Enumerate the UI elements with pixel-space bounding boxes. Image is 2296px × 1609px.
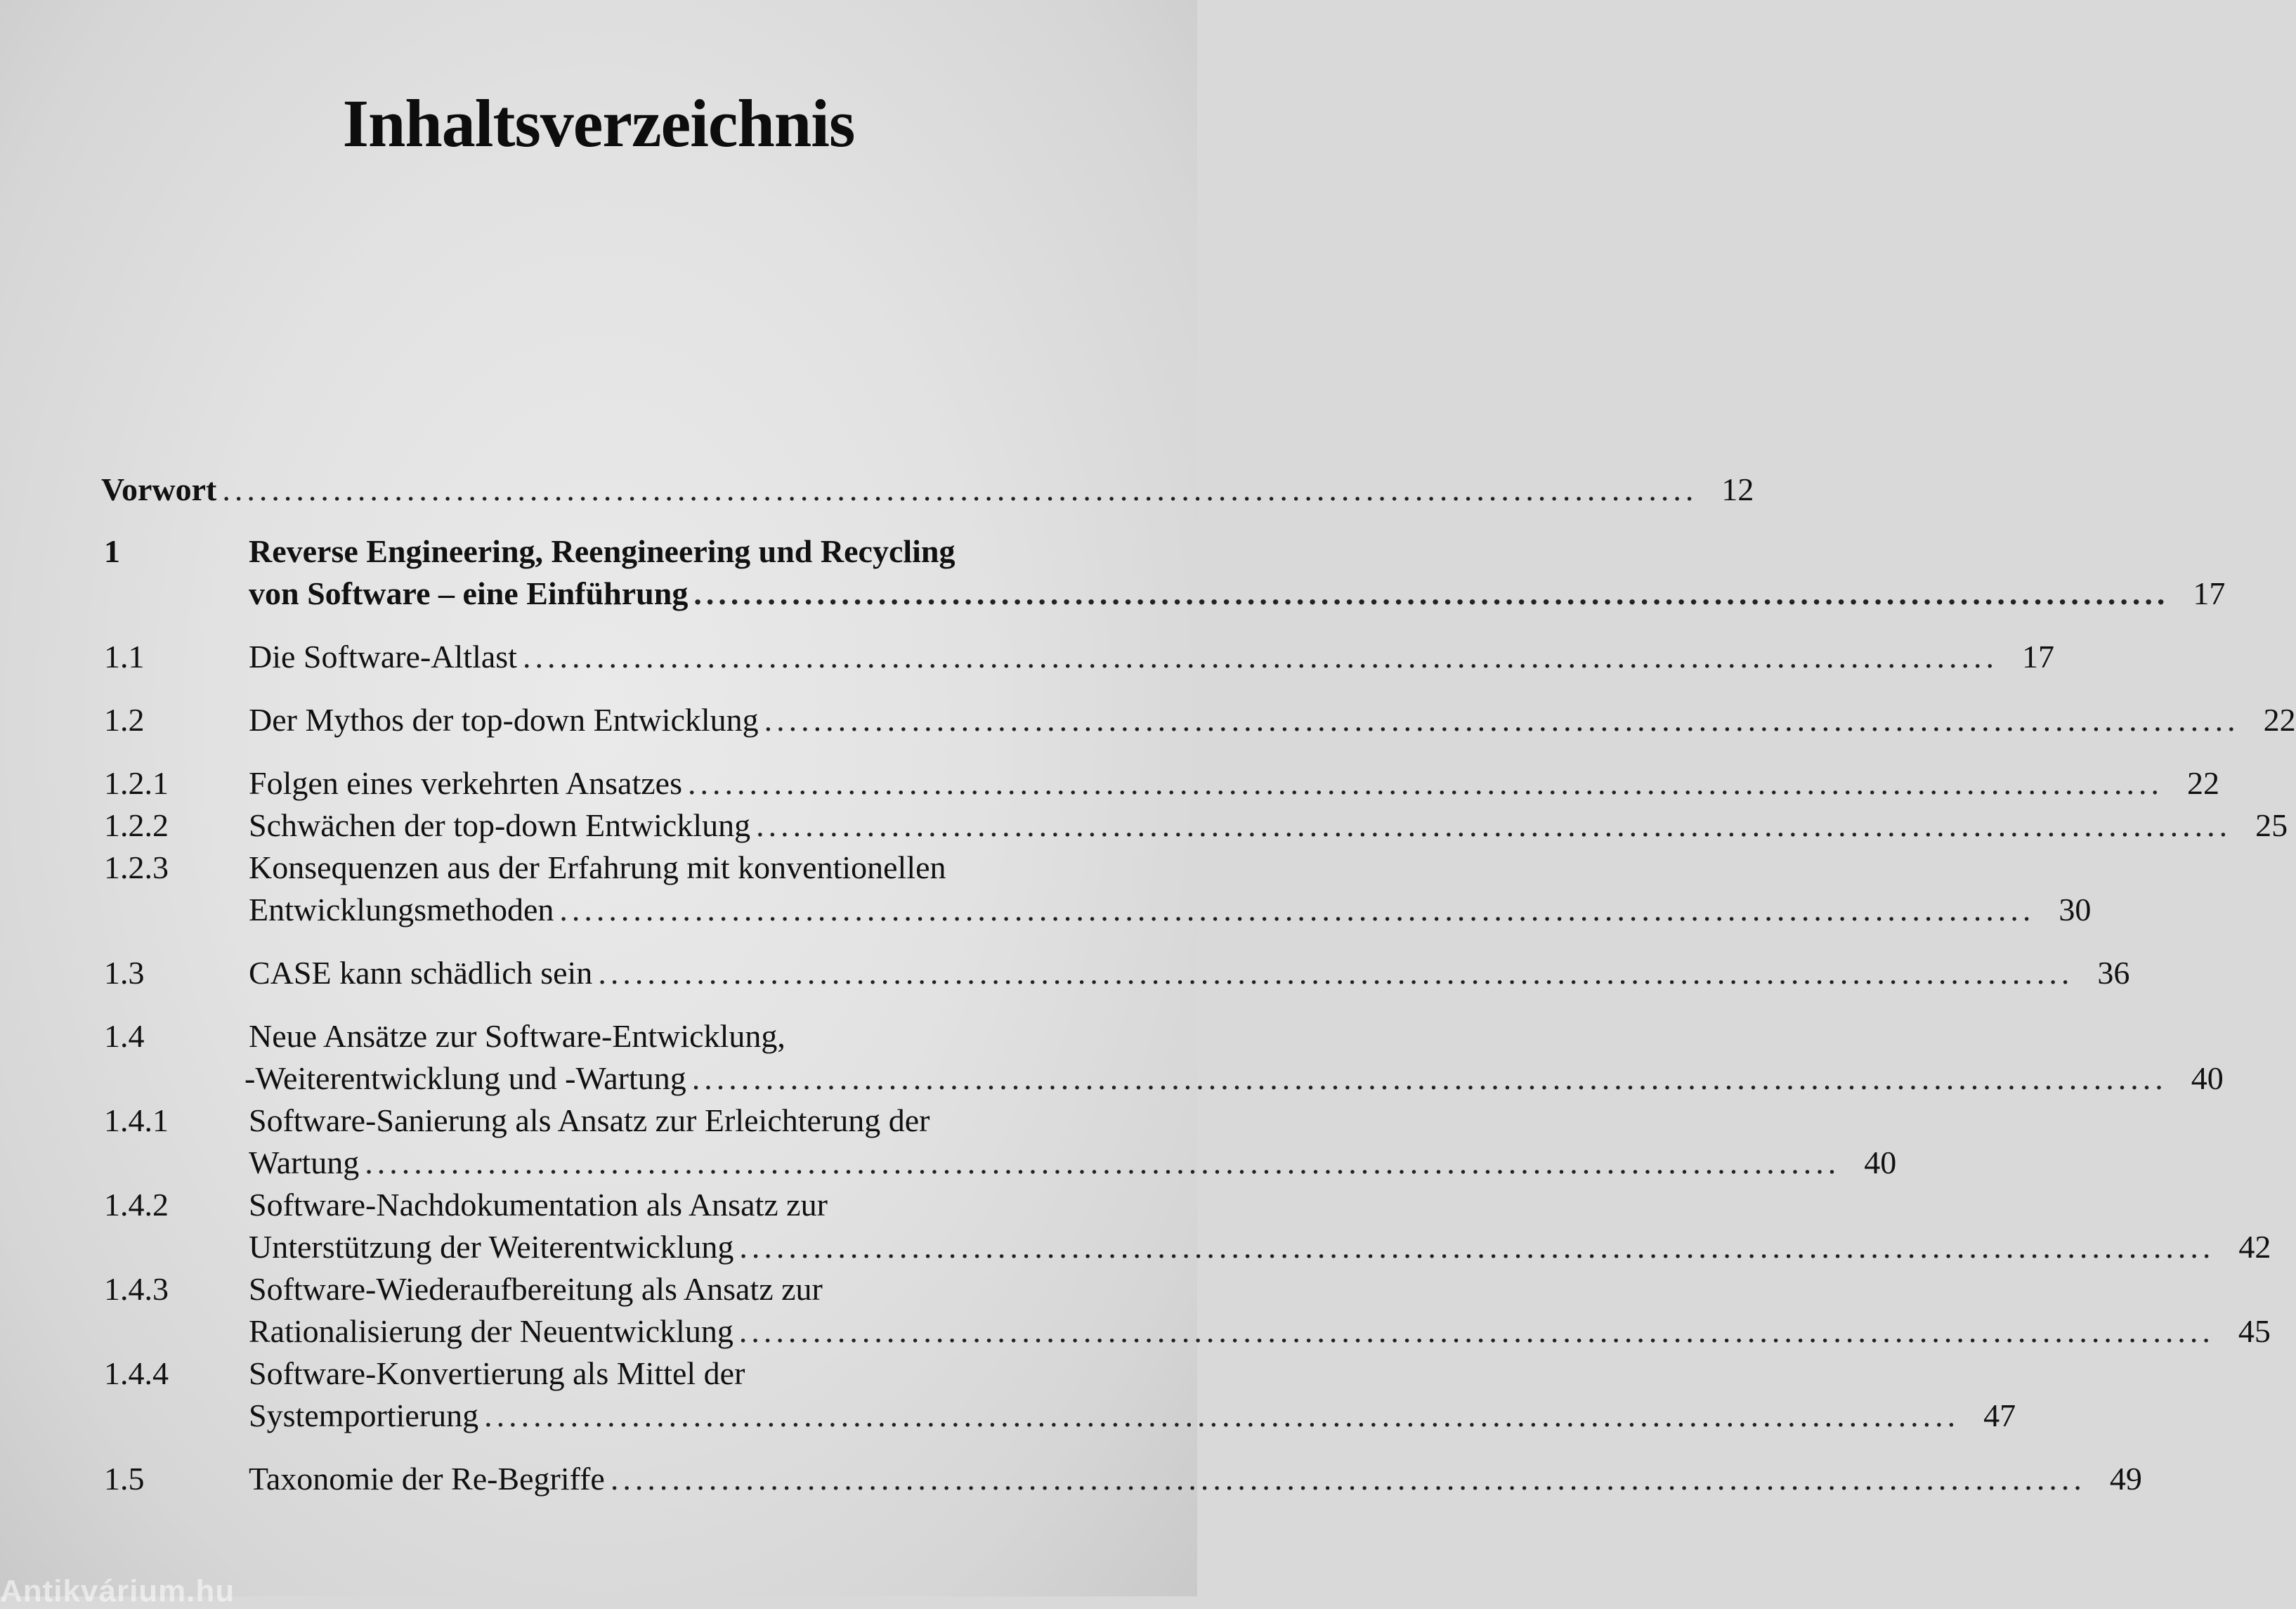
entry-number: 1.2.2 xyxy=(104,807,169,843)
entry-label-line1: Neue Ansätze zur Software-Entwicklung, xyxy=(249,1018,785,1054)
leader-dots: ........................................................................................................................ xyxy=(764,702,2240,738)
entry-label-line2: Rationalisierung der Neuentwicklung xyxy=(249,1313,733,1349)
entry-number: 1 xyxy=(104,533,120,569)
entry-label-line2: -Weiterentwicklung und -Wartung xyxy=(244,1060,686,1096)
entry-number: 1.4.4 xyxy=(104,1355,169,1391)
entry-number: 1.4.3 xyxy=(104,1271,169,1307)
entry-label-line1: Software-Konvertierung als Mittel der xyxy=(249,1355,745,1391)
entry-label: Schwächen der top-down Entwicklung xyxy=(249,807,751,843)
leader-dots: ........................................................................................................................ xyxy=(693,575,2170,611)
entry-number: 1.4.2 xyxy=(104,1187,169,1223)
leader-dots: ........................................................................................................................ xyxy=(610,1461,2086,1497)
leader-dots: ........................................................................................................................ xyxy=(739,1229,2215,1265)
page-number: 45 xyxy=(2238,1313,2271,1349)
entry-label-line1: Reverse Engineering, Reengineering und Recycling xyxy=(249,533,955,569)
entry-label: Vorwort xyxy=(101,471,217,507)
entry-number: 1.4 xyxy=(104,1018,145,1054)
entry-label: Die Software-Altlast xyxy=(249,639,517,675)
leader-dots: ........................................................................................................................ xyxy=(365,1145,1841,1180)
entry-number: 1.2 xyxy=(104,702,145,738)
page-number: 36 xyxy=(2097,955,2130,991)
entry-number: 1.2.3 xyxy=(104,849,169,885)
leader-dots: ........................................................................................................................ xyxy=(756,807,2232,843)
leader-dots: ........................................................................................................................ xyxy=(559,892,2035,927)
page-number: 47 xyxy=(1983,1398,2016,1433)
entry-label-line1: Software-Sanierung als Ansatz zur Erleichterung der xyxy=(249,1102,930,1138)
page-title: Inhaltsverzeichnis xyxy=(342,86,855,161)
entry-number: 1.1 xyxy=(104,639,145,675)
watermark: Antikvárium.hu xyxy=(0,1574,235,1608)
page-number: 25 xyxy=(2255,807,2288,843)
entry-label: Taxonomie der Re-Begriffe xyxy=(249,1461,605,1497)
entry-line-1 xyxy=(249,533,1036,575)
entry-number: 1.3 xyxy=(104,955,145,991)
leader-dots: ........................................................................................................................ xyxy=(598,955,2074,991)
entry-label-line2: Systemportierung xyxy=(249,1398,479,1433)
page-number: 17 xyxy=(2193,575,2226,611)
page-number: 30 xyxy=(2059,892,2092,927)
page-number: 40 xyxy=(1864,1145,1897,1180)
entry-label: Folgen eines verkehrten Ansatzes xyxy=(249,765,682,801)
page-number: 22 xyxy=(2186,765,2219,801)
entry-label-line2: von Software – eine Einführung xyxy=(249,575,689,611)
page-number: 17 xyxy=(2021,639,2054,675)
entry-number: 1.5 xyxy=(104,1461,145,1497)
page-number: 49 xyxy=(2109,1461,2142,1497)
entry-label: CASE kann schädlich sein xyxy=(249,955,593,991)
entry-label: Der Mythos der top-down Entwicklung xyxy=(249,702,759,738)
page-number: 40 xyxy=(2191,1060,2224,1096)
entry-label-line1: Konsequenzen aus der Erfahrung mit konventionellen xyxy=(249,849,946,885)
page-number: 42 xyxy=(2238,1229,2271,1265)
entry-label-line2: Unterstützung der Weiterentwicklung xyxy=(249,1229,734,1265)
entry-label-line2: Entwicklungsmethoden xyxy=(249,892,554,927)
leader-dots: ........................................................................................................................ xyxy=(484,1398,1960,1433)
page-number: 12 xyxy=(1721,471,1754,507)
leader-dots: ........................................................................................................................ xyxy=(687,765,2163,801)
entry-label-line2: Wartung xyxy=(249,1145,360,1180)
entry-label-line1: Software-Nachdokumentation als Ansatz zur xyxy=(249,1187,828,1223)
leader-dots: ........................................................................................................................ xyxy=(738,1313,2215,1349)
entry-number: 1.2.1 xyxy=(104,765,169,801)
leader-dots: ........................................................................................................................ xyxy=(691,1060,2167,1096)
leader-dots: ........................................................................................................................ xyxy=(522,639,1998,675)
leader-dots: ........................................................................................................................ xyxy=(222,471,1698,507)
page-number: 22 xyxy=(2263,702,2296,738)
entry-label-line1: Software-Wiederaufbereitung als Ansatz zur xyxy=(249,1271,823,1307)
entry-number: 1.4.1 xyxy=(104,1102,169,1138)
